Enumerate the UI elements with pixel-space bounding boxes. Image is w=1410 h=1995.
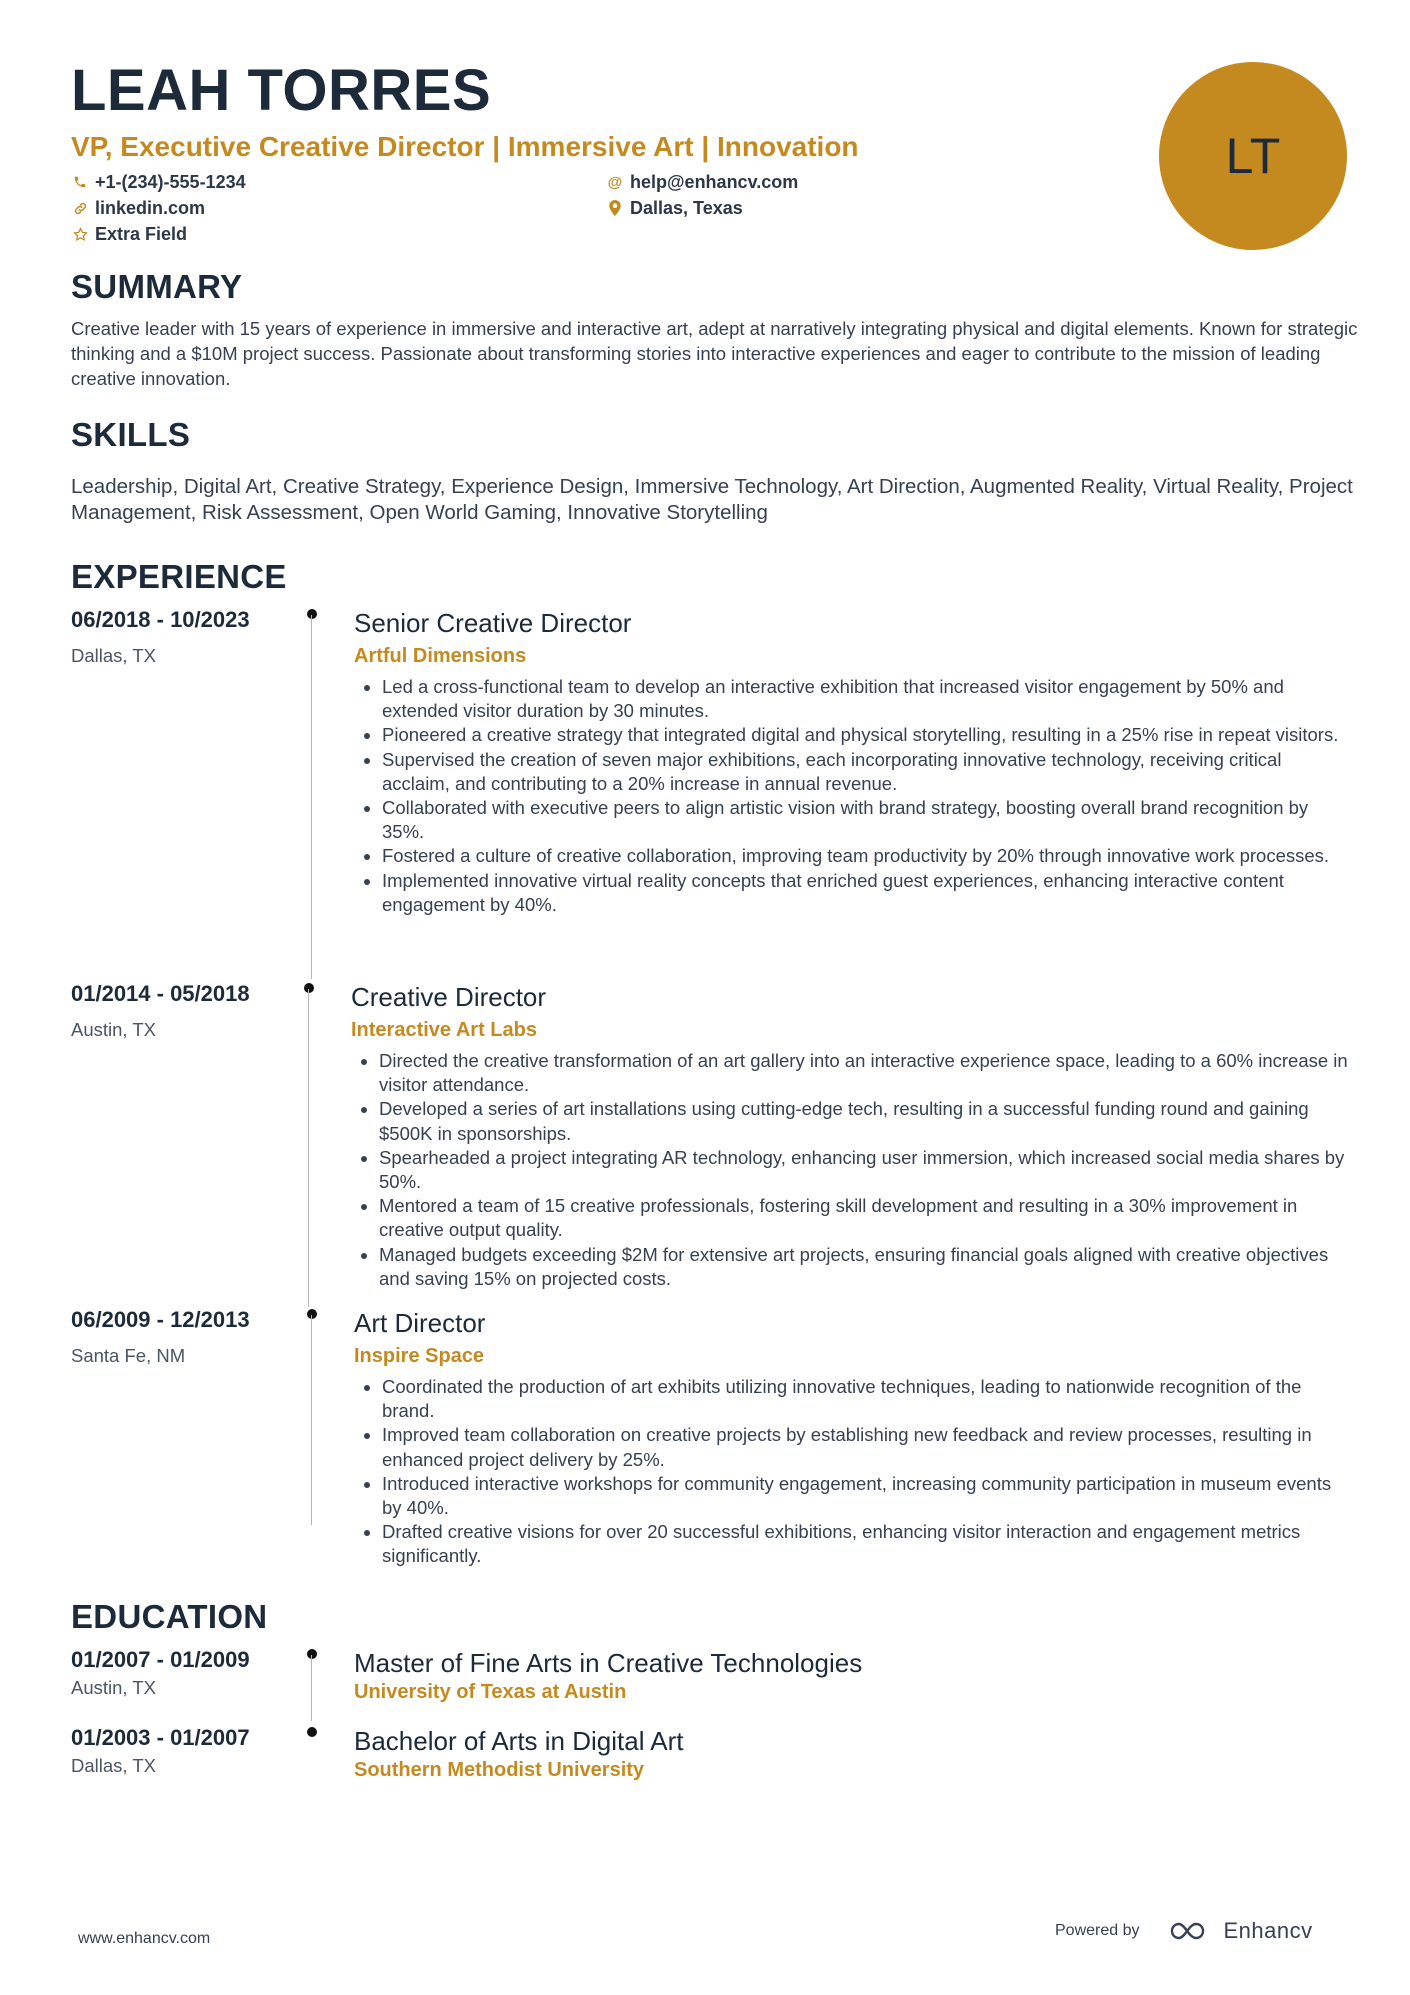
entry-bullet: • Introduced interactive workshops for community engagement, increasing community participation in museum events by 40%.: [382, 1472, 1354, 1520]
contact-linkedin-text: linkedin.com: [95, 197, 206, 218]
entry-degree: Bachelor of Arts in Digital Art: [354, 1726, 684, 1756]
footer-branding: [1055, 1918, 1313, 1944]
timeline-dot: [307, 609, 317, 619]
experience-entry: [71, 981, 1361, 1301]
contact-extra: [71, 224, 606, 244]
experience-entry: [71, 607, 1361, 977]
skills-heading: SKILLS: [71, 416, 191, 453]
entry-bullet: • Managed budgets exceeding $2M for extensive art projects, ensuring financial goals aligned with creative objectives and saving 15% on projected costs.: [379, 1243, 1351, 1291]
entry-bullet: • Pioneered a creative strategy that integrated digital and physical storytelling, resulting in a 25% rise in repeat visitors.: [382, 723, 1354, 747]
contact-phone-text: +1-(234)-555-1234: [95, 171, 246, 192]
contact-extra-text: Extra Field: [95, 223, 188, 244]
entry-bullet: • Improved team collaboration on creative projects by establishing new feedback and review processes, resulting in enhanced project delivery by 25%.: [382, 1423, 1354, 1471]
enhancv-brand: Enhancv: [1223, 1918, 1313, 1943]
entry-bullets: [354, 675, 1354, 917]
entry-role: Creative Director: [351, 982, 547, 1012]
entry-bullet: • Implemented innovative virtual reality concepts that enriched guest experiences, enhancing interactive content engagement by 40%.: [382, 869, 1354, 917]
resume-header: [71, 56, 1151, 244]
timeline-dot: [307, 1309, 317, 1319]
summary-text: Creative leader with 15 years of experience in immersive and interactive art, adept at narratively integrating physical and digital elements. Known for strategic thinking and a $10M project success. Passionate about transforming stories into interactive experiences and eager to contribute to the mission of leading creative innovation.: [71, 318, 1358, 389]
entry-dates: 01/2014 - 05/2018: [71, 981, 250, 1006]
avatar: [1159, 62, 1347, 250]
entry-dates: 06/2018 - 10/2023: [71, 607, 250, 632]
experience-entry: [71, 1307, 1361, 1587]
entry-location: Dallas, TX: [71, 1755, 156, 1776]
entry-company: Interactive Art Labs: [351, 1019, 537, 1041]
entry-bullet: • Drafted creative visions for over 20 successful exhibitions, enhancing visitor interaction and engagement metrics significantly.: [382, 1520, 1354, 1568]
phone-icon: [71, 173, 89, 191]
entry-body: [354, 1725, 1354, 1783]
entry-dates: 01/2007 - 01/2009: [71, 1647, 250, 1672]
entry-role: Art Director: [354, 1308, 486, 1338]
location-pin-icon: [606, 199, 624, 217]
entry-bullet: • Spearheaded a project integrating AR technology, enhancing user immersion, which increased social media shares by 50%.: [379, 1146, 1351, 1194]
entry-body: [351, 981, 1351, 1291]
contact-email[interactable]: [606, 172, 1006, 192]
contact-linkedin[interactable]: [71, 198, 606, 218]
entry-school: University of Texas at Austin: [354, 1681, 627, 1703]
entry-dates: 06/2009 - 12/2013: [71, 1307, 250, 1332]
summary-heading: SUMMARY: [71, 268, 243, 305]
star-icon: [71, 225, 89, 243]
education-heading: EDUCATION: [71, 1598, 268, 1635]
entry-company: Inspire Space: [354, 1345, 485, 1367]
entry-body: [354, 1307, 1354, 1569]
entry-bullet: • Mentored a team of 15 creative professionals, fostering skill development and resulting in a 30% improvement in creative output quality.: [379, 1194, 1351, 1242]
entry-location: Santa Fe, NM: [71, 1345, 186, 1366]
entry-dates: 01/2003 - 01/2007: [71, 1725, 250, 1750]
contact-email-text: help@enhancv.com: [630, 171, 799, 192]
entry-body: [354, 1647, 1354, 1705]
contact-list: [71, 172, 1151, 244]
entry-location: Dallas, TX: [71, 645, 156, 666]
at-icon: @: [607, 173, 623, 191]
entry-degree: Master of Fine Arts in Creative Technologies: [354, 1648, 863, 1678]
contact-location: [606, 198, 1006, 218]
education-entry: [71, 1725, 1361, 1800]
entry-bullets: [351, 1049, 1351, 1291]
entry-bullet: • Supervised the creation of seven major exhibitions, each incorporating innovative technology, receiving critical acclaim, and contributing to a 20% increase in annual revenue.: [382, 748, 1354, 796]
powered-by-label: Powered by: [1055, 1922, 1140, 1939]
entry-bullets: [354, 1375, 1354, 1569]
avatar-initials: LT: [1225, 128, 1281, 184]
entry-location: Austin, TX: [71, 1019, 157, 1040]
entry-role: Senior Creative Director: [354, 608, 632, 638]
timeline-line: [311, 615, 312, 979]
entry-school: Southern Methodist University: [354, 1759, 645, 1781]
timeline-line: [308, 989, 309, 1307]
contact-location-text: Dallas, Texas: [630, 197, 743, 218]
timeline-dot: [304, 983, 314, 993]
enhancv-logo-icon: [1168, 1919, 1214, 1943]
timeline-line: [311, 1315, 312, 1525]
timeline-line: [311, 1655, 312, 1721]
footer-website[interactable]: www.enhancv.com: [78, 1930, 211, 1947]
entry-location: Austin, TX: [71, 1677, 157, 1698]
link-icon: [71, 199, 89, 217]
candidate-name: LEAH TORRES: [71, 58, 492, 123]
experience-heading: EXPERIENCE: [71, 558, 287, 595]
timeline-dot: [307, 1649, 317, 1659]
entry-bullet: • Coordinated the production of art exhibits utilizing innovative techniques, leading to nationwide recognition of the brand.: [382, 1375, 1354, 1423]
contact-phone[interactable]: [71, 172, 606, 192]
education-entry: [71, 1647, 1361, 1722]
candidate-headline: VP, Executive Creative Director | Immersive Art | Innovation: [71, 131, 859, 162]
entry-bullet: • Fostered a culture of creative collaboration, improving team productivity by 20% through innovative work processes.: [382, 844, 1354, 868]
entry-bullet: • Directed the creative transformation of an art gallery into an interactive experience space, leading to a 60% increase in visitor attendance.: [379, 1049, 1351, 1097]
entry-bullet: • Collaborated with executive peers to align artistic vision with brand strategy, boosting overall brand recognition by 35%.: [382, 796, 1354, 844]
entry-bullet: • Developed a series of art installations using cutting-edge tech, resulting in a successful funding round and gaining $500K in sponsorships.: [379, 1097, 1351, 1145]
entry-bullet: • Led a cross-functional team to develop an interactive exhibition that increased visitor engagement by 50% and extended visitor duration by 30 minutes.: [382, 675, 1354, 723]
skills-text: Leadership, Digital Art, Creative Strategy, Experience Design, Immersive Technology, Art Direction, Augmented Reality, Virtual Reality, Project Management, Risk Assessment, Open World Gaming, Innovative Storytelling: [71, 475, 1353, 524]
entry-body: [354, 607, 1354, 917]
timeline-dot: [307, 1727, 317, 1737]
entry-company: Artful Dimensions: [354, 645, 527, 667]
